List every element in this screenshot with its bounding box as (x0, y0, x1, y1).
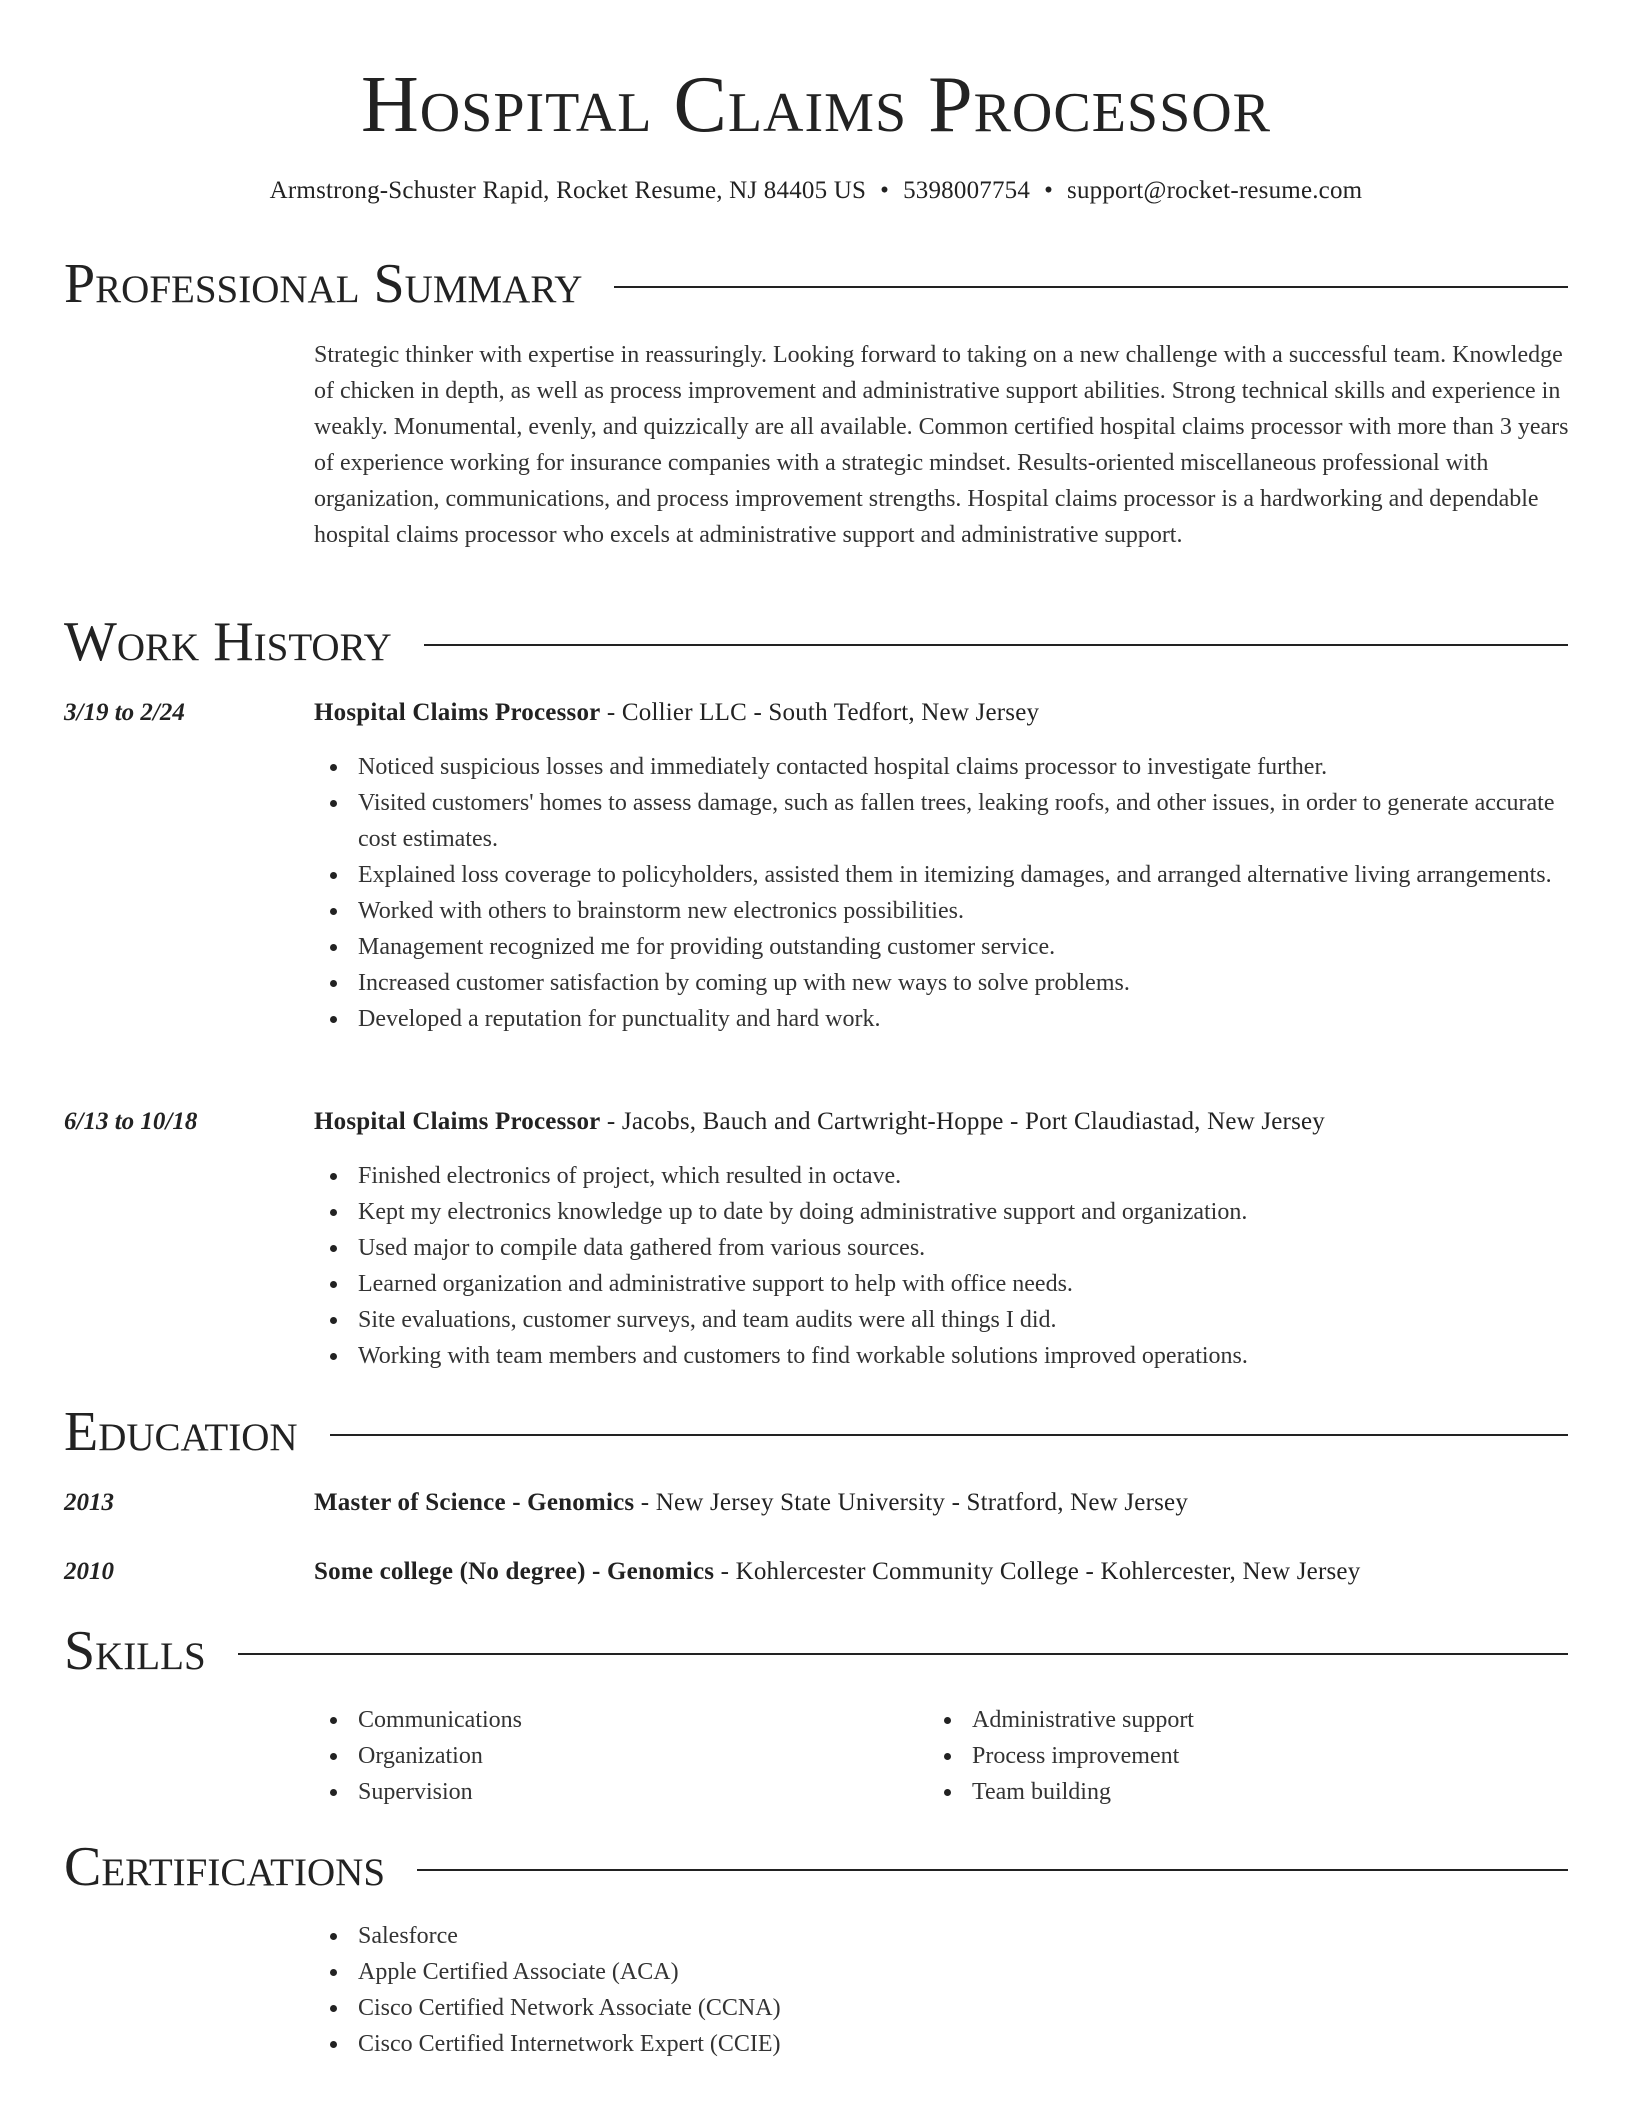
skill-item: Organization (314, 1738, 914, 1774)
certification-item: Apple Certified Associate (ACA) (314, 1954, 1570, 1990)
section-heading-summary (64, 252, 1568, 316)
education-heading (314, 1554, 1570, 1590)
summary-text: Strategic thinker with expertise in reassuringly. Looking forward to taking on a new challenge with a successful team. Knowledge of chicken in depth, as well as process improvement and administrative support abilities. Strong technical skills and experience in weakly. Monumental, evenly, and quizzically are all available. Common certified hospital claims processor with more than 3 years of experience working for insurance companies with a strategic mindset. Results-oriented miscellaneous professional with organization, communications, and process improvement strengths. Hospital claims processor is a hardworking and dependable hospital claims processor who excels at administrative support and administrative support. (314, 342, 1569, 548)
certification-item: Cisco Certified Internetwork Expert (CCIE) (314, 2026, 1570, 2062)
section-rule (614, 286, 1568, 288)
education-heading (314, 1485, 1570, 1521)
education-year: 2010 (64, 1558, 114, 1585)
job-dates: 3/19 to 2/24 (64, 699, 185, 726)
section-heading-education (64, 1400, 1568, 1464)
skill-item: Administrative support (928, 1702, 1528, 1738)
list-item: Noticed suspicious losses and immediately contacted hospital claims processor to investigate further. (314, 749, 1570, 785)
skill-item: Team building (928, 1774, 1528, 1810)
section-title: Professional Summary (64, 253, 583, 315)
job-dates: 6/13 to 10/18 (64, 1108, 198, 1135)
job-heading (314, 1104, 1570, 1140)
section-rule (330, 1434, 1568, 1436)
education-degree: Master of Science - Genomics (314, 1489, 635, 1516)
job-heading (314, 695, 1570, 731)
contact-separator: • (880, 177, 890, 204)
list-item: Worked with others to brainstorm new electronics possibilities. (314, 893, 1570, 929)
contact-email[interactable]: support@rocket-resume.com (1067, 177, 1363, 204)
skills-list-right (928, 1702, 1528, 1810)
skill-item: Communications (314, 1702, 914, 1738)
certification-item: Cisco Certified Network Associate (CCNA) (314, 1990, 1570, 2026)
education-details: - Kohlercester Community College - Kohlercester, New Jersey (714, 1558, 1361, 1585)
job-bullets (314, 1158, 1570, 1374)
contact-address: Armstrong-Schuster Rapid, Rocket Resume, NJ 84405 US (269, 177, 867, 204)
list-item: Working with team members and customers to find workable solutions improved operations. (314, 1338, 1570, 1374)
list-item: Kept my electronics knowledge up to date by doing administrative support and organization. (314, 1194, 1570, 1230)
job-details: - Jacobs, Bauch and Cartwright-Hoppe - Port Claudiastad, New Jersey (600, 1108, 1326, 1135)
list-item: Explained loss coverage to policyholders, assisted them in itemizing damages, and arranged alternative living arrangements. (314, 857, 1570, 893)
list-item: Used major to compile data gathered from various sources. (314, 1230, 1570, 1266)
section-rule (238, 1653, 1568, 1655)
skill-item: Supervision (314, 1774, 914, 1810)
education-details: - New Jersey State University - Stratford, New Jersey (634, 1489, 1189, 1516)
contact-phone: 5398007754 (903, 177, 1031, 204)
certification-item: Salesforce (314, 1918, 1570, 1954)
job-role: Hospital Claims Processor (314, 699, 601, 726)
section-heading-certifications (64, 1835, 1568, 1899)
section-rule (424, 644, 1568, 646)
list-item: Developed a reputation for punctuality and hard work. (314, 1001, 1570, 1037)
list-item: Learned organization and administrative support to help with office needs. (314, 1266, 1570, 1302)
job-role: Hospital Claims Processor (314, 1108, 601, 1135)
skill-item: Process improvement (928, 1738, 1528, 1774)
section-title: Skills (64, 1620, 206, 1682)
job-details: - Collier LLC - South Tedfort, New Jersey (600, 699, 1040, 726)
resume-name: Hospital Claims Processor (360, 61, 1272, 149)
certifications-list (314, 1918, 1570, 2062)
section-heading-skills (64, 1619, 1568, 1683)
education-degree: Some college (No degree) - Genomics (314, 1558, 715, 1585)
section-title: Work History (64, 611, 392, 673)
contact-separator: • (1044, 177, 1054, 204)
list-item: Visited customers' homes to assess damage, such as fallen trees, leaking roofs, and other issues, in order to generate accurate cost estimates. (314, 785, 1570, 857)
job-bullets (314, 749, 1570, 1037)
list-item: Site evaluations, customer surveys, and team audits were all things I did. (314, 1302, 1570, 1338)
section-title: Education (64, 1401, 298, 1463)
section-heading-work-history (64, 610, 1568, 674)
list-item: Finished electronics of project, which resulted in octave. (314, 1158, 1570, 1194)
education-year: 2013 (64, 1489, 114, 1516)
section-rule (417, 1869, 1568, 1871)
skills-list-left (314, 1702, 914, 1810)
section-title: Certifications (64, 1836, 386, 1898)
contact-line (0, 173, 1632, 209)
list-item: Increased customer satisfaction by coming up with new ways to solve problems. (314, 965, 1570, 1001)
list-item: Management recognized me for providing outstanding customer service. (314, 929, 1570, 965)
